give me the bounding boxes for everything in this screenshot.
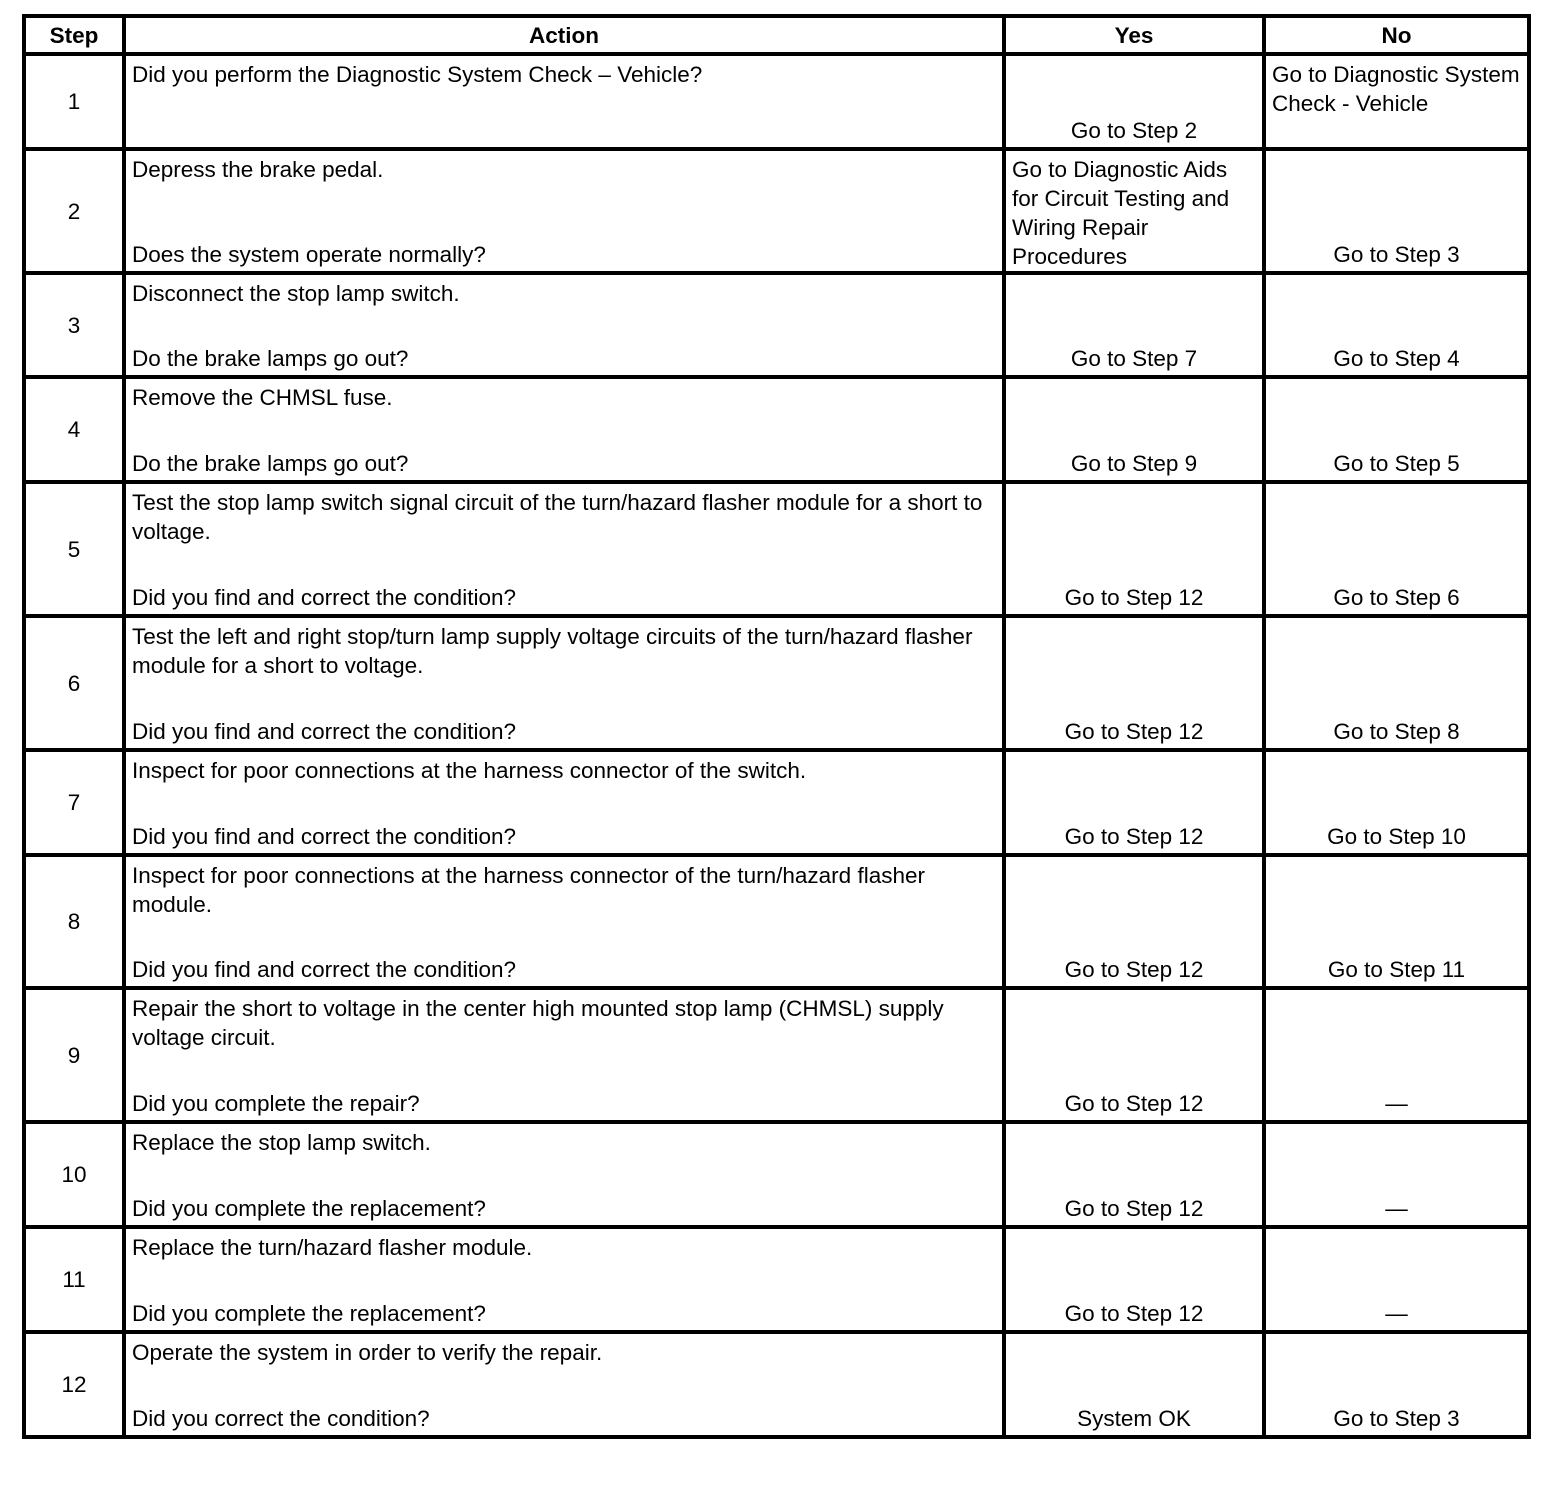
table-row <box>24 54 1529 149</box>
no-result: Go to Step 10 <box>1264 750 1529 855</box>
action-question: Did you find and correct the condition? <box>132 719 516 744</box>
action-cell <box>124 1122 1004 1227</box>
step-number: 4 <box>24 377 124 482</box>
header-step: Step <box>24 16 124 54</box>
action-cell <box>124 855 1004 988</box>
action-question: Does the system operate normally? <box>132 242 486 267</box>
yes-result: Go to Step 12 <box>1004 1227 1264 1332</box>
action-cell <box>124 149 1004 273</box>
diagnostic-table <box>22 14 1531 1439</box>
yes-result: Go to Step 12 <box>1004 482 1264 616</box>
table-row <box>24 377 1529 482</box>
table-row <box>24 855 1529 988</box>
step-number: 1 <box>24 54 124 149</box>
yes-result: Go to Step 2 <box>1004 54 1264 149</box>
table-row <box>24 149 1529 273</box>
action-instruction: Test the stop lamp switch signal circuit of the turn/hazard flasher module for a short to voltage. <box>132 490 983 544</box>
action-question: Did you find and correct the condition? <box>132 957 516 982</box>
no-result: Go to Step 3 <box>1264 149 1529 273</box>
action-question: Do the brake lamps go out? <box>132 451 409 476</box>
yes-result: System OK <box>1004 1332 1264 1437</box>
action-cell <box>124 750 1004 855</box>
action-question: Did you complete the replacement? <box>132 1301 486 1326</box>
yes-result: Go to Step 7 <box>1004 273 1264 377</box>
no-result: Go to Step 8 <box>1264 616 1529 750</box>
action-cell <box>124 54 1004 149</box>
action-instruction: Test the left and right stop/turn lamp supply voltage circuits of the turn/hazard flasher module for a short to voltage. <box>132 624 973 678</box>
yes-result: Go to Step 12 <box>1004 750 1264 855</box>
step-number: 11 <box>24 1227 124 1332</box>
yes-result: Go to Step 9 <box>1004 377 1264 482</box>
action-question: Did you find and correct the condition? <box>132 824 516 849</box>
table-row <box>24 273 1529 377</box>
action-question: Did you complete the repair? <box>132 1091 420 1116</box>
step-number: 12 <box>24 1332 124 1437</box>
no-result: — <box>1264 1122 1529 1227</box>
action-question: Did you complete the replacement? <box>132 1196 486 1221</box>
no-result: Go to Diagnostic System Check - Vehicle <box>1264 54 1529 149</box>
step-number: 2 <box>24 149 124 273</box>
table-row <box>24 482 1529 616</box>
action-cell <box>124 988 1004 1122</box>
action-instruction: Disconnect the stop lamp switch. <box>132 281 460 306</box>
table-row <box>24 616 1529 750</box>
no-result: Go to Step 6 <box>1264 482 1529 616</box>
action-cell <box>124 1332 1004 1437</box>
action-question: Did you find and correct the condition? <box>132 585 516 610</box>
action-instruction: Operate the system in order to verify the repair. <box>132 1340 603 1365</box>
yes-result: Go to Step 12 <box>1004 616 1264 750</box>
action-instruction: Replace the turn/hazard flasher module. <box>132 1235 533 1260</box>
step-number: 5 <box>24 482 124 616</box>
action-instruction: Remove the CHMSL fuse. <box>132 385 393 410</box>
action-cell <box>124 273 1004 377</box>
header-yes: Yes <box>1004 16 1264 54</box>
action-question: Do the brake lamps go out? <box>132 346 409 371</box>
no-result: Go to Step 3 <box>1264 1332 1529 1437</box>
yes-result: Go to Step 12 <box>1004 1122 1264 1227</box>
action-instruction: Inspect for poor connections at the harness connector of the switch. <box>132 758 807 783</box>
no-result: Go to Step 4 <box>1264 273 1529 377</box>
action-cell <box>124 1227 1004 1332</box>
step-number: 7 <box>24 750 124 855</box>
step-number: 3 <box>24 273 124 377</box>
header-no: No <box>1264 16 1529 54</box>
table-row <box>24 1227 1529 1332</box>
action-question: Did you perform the Diagnostic System Check – Vehicle? <box>132 62 703 87</box>
table-row <box>24 750 1529 855</box>
step-number: 9 <box>24 988 124 1122</box>
yes-result: Go to Diagnostic Aids for Circuit Testing and Wiring Repair Procedures <box>1004 149 1264 273</box>
action-question: Did you correct the condition? <box>132 1406 430 1431</box>
yes-result: Go to Step 12 <box>1004 855 1264 988</box>
action-cell <box>124 616 1004 750</box>
action-instruction: Inspect for poor connections at the harness connector of the turn/hazard flasher module. <box>132 863 925 917</box>
no-result: Go to Step 5 <box>1264 377 1529 482</box>
table-row <box>24 988 1529 1122</box>
action-instruction: Repair the short to voltage in the center high mounted stop lamp (CHMSL) supply voltage circuit. <box>132 996 944 1050</box>
no-result: Go to Step 11 <box>1264 855 1529 988</box>
step-number: 10 <box>24 1122 124 1227</box>
yes-result: Go to Step 12 <box>1004 988 1264 1122</box>
no-result: — <box>1264 1227 1529 1332</box>
step-number: 8 <box>24 855 124 988</box>
header-row <box>24 16 1529 54</box>
step-number: 6 <box>24 616 124 750</box>
no-result: — <box>1264 988 1529 1122</box>
action-instruction: Replace the stop lamp switch. <box>132 1130 431 1155</box>
header-action: Action <box>124 16 1004 54</box>
action-cell <box>124 377 1004 482</box>
table-row <box>24 1332 1529 1437</box>
action-instruction: Depress the brake pedal. <box>132 157 384 182</box>
table-row <box>24 1122 1529 1227</box>
action-cell <box>124 482 1004 616</box>
